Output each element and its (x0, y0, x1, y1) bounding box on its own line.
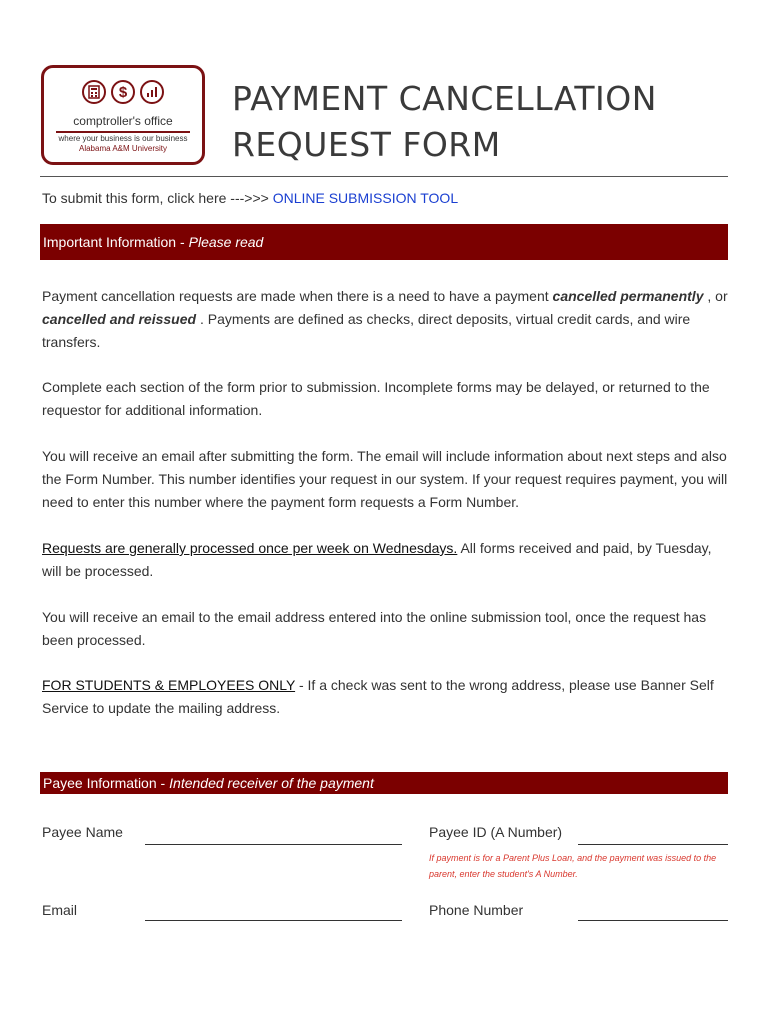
logo-university: Alabama A&M University (78, 144, 168, 153)
logo-divider (56, 131, 190, 133)
comptroller-logo (41, 65, 205, 165)
important-info-subtitle: Please read (188, 234, 264, 250)
p1-text-a: Payment cancellation requests are made when there is a need to have a payment (42, 288, 553, 304)
online-submission-link[interactable]: ONLINE SUBMISSION TOOL (272, 190, 459, 206)
paragraph-students-employees (42, 674, 732, 720)
title-line-2: REQUEST FORM (232, 125, 501, 164)
title-line-1: PAYMENT CANCELLATION (232, 79, 657, 118)
payee-name-label: Payee Name (42, 824, 123, 840)
p6-emphasis: FOR STUDENTS & EMPLOYEES ONLY (42, 677, 296, 693)
calculator-icon (82, 80, 106, 104)
p1-text-e: . Payments are defined as checks, direct deposits, virtual credit cards, and wire transfers. (42, 311, 691, 350)
email-field[interactable] (145, 920, 402, 921)
dollar-icon: $ (111, 80, 135, 104)
title-divider (40, 176, 728, 177)
p1-cancelled-reissued: cancelled and reissued (42, 311, 197, 327)
payee-info-title: Payee Information - (43, 775, 166, 791)
payee-info-header (40, 772, 728, 794)
payee-id-field[interactable] (578, 844, 728, 845)
logo-office-name: comptroller's office (73, 114, 173, 128)
important-info-header (40, 224, 728, 260)
payee-name-field[interactable] (145, 844, 402, 845)
payee-id-label: Payee ID (A Number) (429, 824, 563, 840)
bar-chart-icon (140, 80, 164, 104)
important-info-title: Important Information - (43, 234, 185, 250)
paragraph-processed-email: You will receive an email to the email address entered into the online submission tool, once the request has been processed. (42, 609, 707, 648)
page-title (232, 76, 657, 168)
p6-text: - If a check was sent to the wrong address, please use Banner Self Service to update the mailing address. (42, 677, 714, 716)
paragraph-email-info: You will receive an email after submitting the form. The email will include information about next steps and also the Form Number. This number identifies your request in our system. If your request requires payment, you will need to enter this number where the payment form requests a Form Number. (42, 448, 728, 510)
phone-number-label: Phone Number (429, 902, 524, 918)
submit-prefix: To submit this form, click here --->>> (42, 190, 269, 206)
p1-text-c: , or (703, 288, 728, 304)
phone-number-field[interactable] (578, 920, 728, 921)
p1-cancelled-permanently: cancelled permanently (552, 288, 704, 304)
paragraph-complete-sections: Complete each section of the form prior to submission. Incomplete forms may be delayed, or returned to the requestor for additional information. (42, 379, 710, 418)
paragraph-processing-schedule (42, 537, 732, 583)
submit-instruction (42, 190, 458, 206)
paragraph-definition (42, 285, 732, 354)
logo-tagline: where your business is our business (58, 134, 188, 143)
p4-text: All forms received and paid, by Tuesday, will be processed. (42, 540, 712, 579)
payee-info-subtitle: Intended receiver of the payment (169, 775, 374, 791)
logo-icon-row (44, 80, 202, 104)
email-label: Email (42, 902, 78, 918)
p4-schedule-emphasis: Requests are generally processed once per week on Wednesdays. (42, 540, 458, 556)
payee-id-note: If payment is for a Parent Plus Loan, and the payment was issued to the parent, enter the student's A Number. (429, 853, 717, 879)
